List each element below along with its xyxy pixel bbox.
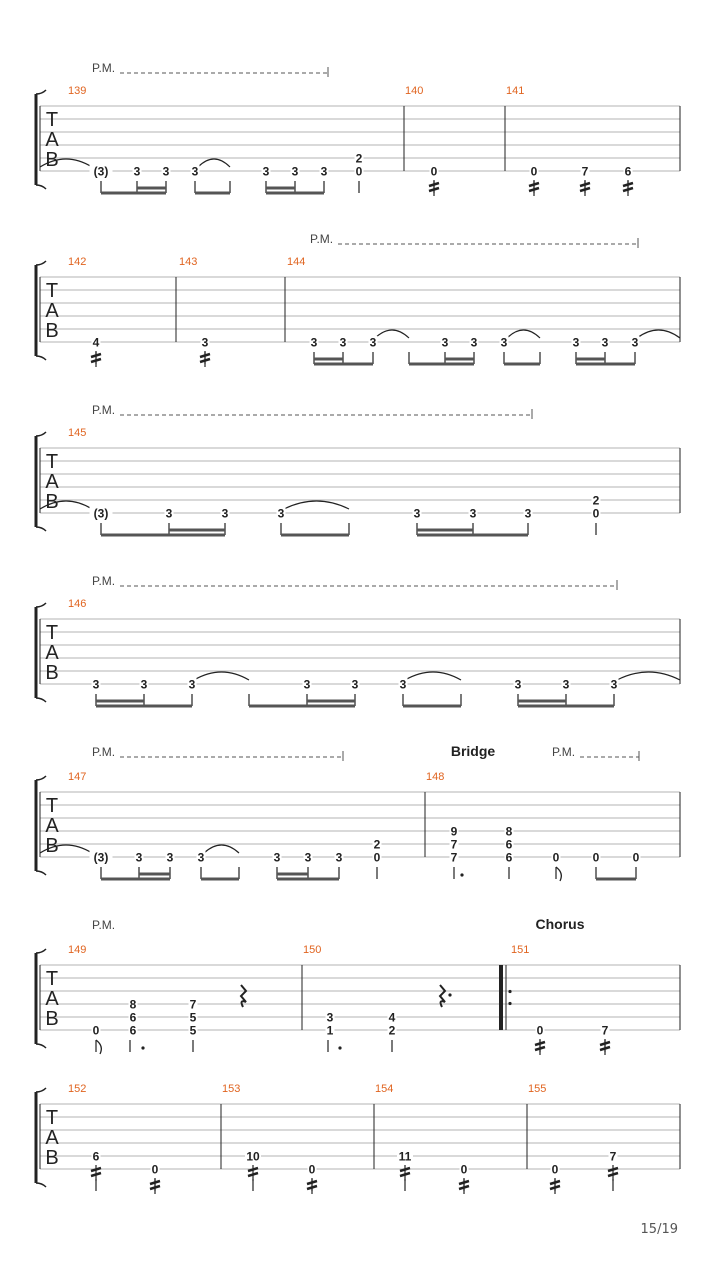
tie [617, 672, 680, 680]
beam [576, 363, 635, 366]
palm-mute-label: P.M. [92, 403, 116, 417]
fret-number: 7 [601, 1023, 609, 1038]
fret-number: 0 [592, 506, 600, 521]
tab-clef-b: B [45, 1147, 59, 1169]
beam [403, 705, 461, 708]
fret-number: 3 [188, 677, 196, 692]
fret-number: 3 [601, 335, 609, 350]
tab-system [36, 574, 680, 708]
tremolo-slash [91, 1168, 101, 1171]
tab-system [36, 1083, 680, 1194]
secondary-beam [445, 358, 474, 361]
beam [201, 878, 239, 881]
secondary-beam [277, 873, 308, 876]
bracket-bottom-hook [36, 356, 46, 360]
bracket-bottom-hook [36, 871, 46, 875]
palm-mute-label: P.M. [92, 918, 116, 932]
fret-number: 3 [562, 677, 570, 692]
beam [314, 363, 373, 366]
fret-number: 6 [129, 1023, 137, 1038]
fret-number: 0 [552, 850, 560, 865]
tremolo-slash [600, 1042, 610, 1045]
fret-number: 3 [310, 335, 318, 350]
fret-number: 0 [530, 164, 538, 179]
section-label: Chorus [535, 916, 585, 932]
fret-number: 3 [326, 1010, 334, 1025]
fret-number: 3 [201, 335, 209, 350]
tremolo-slash [307, 1186, 317, 1189]
fret-number: 3 [631, 335, 639, 350]
bracket-bottom-hook [36, 527, 46, 531]
secondary-beam [137, 187, 166, 190]
tab-clef-b: B [45, 1008, 59, 1030]
tremolo-slash [550, 1186, 560, 1189]
tremolo-slash [623, 183, 633, 186]
augmentation-dot [141, 1046, 144, 1049]
fret-number: 3 [399, 677, 407, 692]
secondary-beam [417, 529, 473, 532]
fret-number: 3 [303, 677, 311, 692]
page-number: 15/19 [640, 1222, 678, 1237]
bracket-top-hook [36, 432, 46, 436]
eighth-flag [556, 867, 561, 881]
tremolo-slash [307, 1181, 317, 1184]
fret-number: 2 [373, 837, 381, 852]
fret-number: 8 [129, 997, 137, 1012]
tremolo-slash [429, 188, 439, 191]
fret-number: 3 [165, 506, 173, 521]
beam [101, 878, 170, 881]
tie [204, 845, 239, 853]
fret-number: 5 [189, 1010, 197, 1025]
beam [195, 192, 230, 195]
tab-clef-b: B [45, 320, 59, 342]
beam [249, 705, 355, 708]
tie [375, 330, 409, 338]
bracket-bottom-hook [36, 698, 46, 702]
fret-number: 3 [335, 850, 343, 865]
tremolo-slash [248, 1168, 258, 1171]
fret-number: 3 [441, 335, 449, 350]
tab-clef-t: T [45, 968, 59, 990]
measure-number: 149 [68, 944, 87, 956]
tremolo-slash [150, 1181, 160, 1184]
fret-number: 3 [470, 335, 478, 350]
fret-number: 0 [632, 850, 640, 865]
fret-number: 3 [610, 677, 618, 692]
tab-clef-b: B [45, 662, 59, 684]
palm-mute-label: P.M. [552, 745, 576, 759]
tab-clef-a: A [45, 471, 59, 493]
measure-number: 143 [179, 256, 198, 268]
fret-number: 5 [189, 1023, 197, 1038]
beam [101, 534, 225, 537]
tab-system [36, 61, 680, 196]
bracket-top-hook [36, 776, 46, 780]
fret-number: 0 [460, 1162, 468, 1177]
measure-number: 140 [405, 85, 424, 97]
beam [518, 705, 614, 708]
tab-clef-t: T [45, 280, 59, 302]
fret-number: 0 [151, 1162, 159, 1177]
fret-number: 3 [262, 164, 270, 179]
secondary-beam [314, 358, 343, 361]
tab-system [36, 743, 680, 881]
fret-number: 7 [609, 1149, 617, 1164]
fret-number: 3 [133, 164, 141, 179]
tremolo-slash [200, 359, 210, 362]
beam [101, 192, 166, 195]
beam [96, 705, 192, 708]
bracket-top-hook [36, 90, 46, 94]
fret-number: 3 [277, 506, 285, 521]
tremolo-slash [623, 188, 633, 191]
secondary-beam [169, 529, 225, 532]
tremolo-slash [608, 1168, 618, 1171]
fret-number: 3 [304, 850, 312, 865]
fret-number: 0 [430, 164, 438, 179]
tab-clef-b: B [45, 835, 59, 857]
tremolo-slash [600, 1047, 610, 1050]
tremolo-slash [150, 1186, 160, 1189]
measure-number: 154 [375, 1083, 394, 1095]
tie [405, 672, 461, 680]
fret-number: 0 [373, 850, 381, 865]
tab-clef-t: T [45, 451, 59, 473]
fret-number: 6 [92, 1149, 100, 1164]
fret-number: 3 [166, 850, 174, 865]
measure-number: 141 [506, 85, 525, 97]
tie [284, 501, 349, 509]
beam [417, 534, 528, 537]
fret-number: 7 [189, 997, 197, 1012]
tab-clef-a: A [45, 988, 59, 1010]
secondary-beam [96, 700, 144, 703]
fret-number: 6 [624, 164, 632, 179]
beam [409, 363, 474, 366]
tab-clef-a: A [45, 815, 59, 837]
fret-number: (3) [93, 506, 109, 521]
secondary-beam [307, 700, 355, 703]
measure-number: 148 [426, 771, 445, 783]
tab-clef-a: A [45, 300, 59, 322]
fret-number: (3) [93, 850, 109, 865]
measure-number: 152 [68, 1083, 87, 1095]
tie [637, 330, 680, 338]
measure-number: 147 [68, 771, 87, 783]
fret-number: 3 [339, 335, 347, 350]
tab-clef-t: T [45, 1107, 59, 1129]
tremolo-slash [535, 1047, 545, 1050]
fret-number: 0 [355, 164, 363, 179]
bracket-top-hook [36, 261, 46, 265]
beam [277, 878, 339, 881]
repeat-dot [508, 990, 511, 993]
tremolo-slash [91, 359, 101, 362]
fret-number: 3 [514, 677, 522, 692]
tab-clef-a: A [45, 642, 59, 664]
fret-number: 0 [536, 1023, 544, 1038]
fret-number: 2 [388, 1023, 396, 1038]
bracket-bottom-hook [36, 1183, 46, 1187]
bracket-top-hook [36, 1088, 46, 1092]
fret-number: 3 [413, 506, 421, 521]
tab-clef-b: B [45, 491, 59, 513]
tab-system [36, 232, 680, 367]
fret-number: 3 [291, 164, 299, 179]
fret-number: 7 [450, 850, 458, 865]
fret-number: 4 [388, 1010, 396, 1025]
fret-number: 3 [135, 850, 143, 865]
fret-number: 7 [581, 164, 589, 179]
fret-number: 6 [129, 1010, 137, 1025]
measure-number: 142 [68, 256, 87, 268]
fret-number: 0 [551, 1162, 559, 1177]
tremolo-slash [529, 183, 539, 186]
measure-number: 153 [222, 1083, 241, 1095]
beam [281, 534, 349, 537]
tab-clef-t: T [45, 795, 59, 817]
tremolo-slash [580, 183, 590, 186]
bracket-top-hook [36, 949, 46, 953]
tremolo-slash [535, 1042, 545, 1045]
augmentation-dot [460, 873, 463, 876]
tremolo-slash [400, 1168, 410, 1171]
secondary-beam [266, 187, 295, 190]
measure-number: 146 [68, 598, 87, 610]
measure-number: 150 [303, 944, 322, 956]
section-label: Bridge [450, 743, 496, 759]
tab-clef-a: A [45, 1127, 59, 1149]
tremolo-slash [459, 1186, 469, 1189]
beam [266, 192, 324, 195]
beam [504, 363, 540, 366]
fret-number: 4 [92, 335, 100, 350]
fret-number: 3 [162, 164, 170, 179]
tie [198, 159, 230, 167]
palm-mute-label: P.M. [92, 745, 116, 759]
tremolo-slash [459, 1181, 469, 1184]
palm-mute-label: P.M. [92, 574, 116, 588]
fret-number: 3 [191, 164, 199, 179]
secondary-beam [518, 700, 566, 703]
fret-number: 11 [398, 1149, 412, 1164]
palm-mute-label: P.M. [310, 232, 334, 246]
measure-number: 151 [511, 944, 530, 956]
measure-number: 155 [528, 1083, 547, 1095]
tab-clef-t: T [45, 109, 59, 131]
fret-number: 0 [592, 850, 600, 865]
fret-number: 6 [505, 837, 513, 852]
fret-number: 8 [505, 824, 513, 839]
fret-number: 6 [505, 850, 513, 865]
fret-number: 3 [221, 506, 229, 521]
eighth-flag [96, 1040, 101, 1054]
fret-number: 3 [140, 677, 148, 692]
tremolo-slash [580, 188, 590, 191]
bracket-bottom-hook [36, 185, 46, 189]
augmentation-dot [338, 1046, 341, 1049]
tremolo-slash [550, 1181, 560, 1184]
beam [596, 878, 636, 881]
tremolo-slash [91, 1173, 101, 1176]
tremolo-slash [91, 354, 101, 357]
rest-dot [448, 993, 451, 996]
fret-number: 10 [246, 1149, 260, 1164]
fret-number: 3 [369, 335, 377, 350]
fret-number: 3 [572, 335, 580, 350]
bracket-bottom-hook [36, 1044, 46, 1048]
fret-number: 9 [450, 824, 458, 839]
fret-number: 7 [450, 837, 458, 852]
tremolo-slash [248, 1173, 258, 1176]
fret-number: 3 [273, 850, 281, 865]
fret-number: 3 [500, 335, 508, 350]
fret-number: 0 [308, 1162, 316, 1177]
fret-number: 3 [469, 506, 477, 521]
bracket-top-hook [36, 603, 46, 607]
tie [507, 330, 540, 338]
measure-number: 145 [68, 427, 87, 439]
measure-number: 139 [68, 85, 87, 97]
fret-number: 2 [355, 151, 363, 166]
tremolo-slash [400, 1173, 410, 1176]
fret-number: (3) [93, 164, 109, 179]
tie [194, 672, 249, 680]
fret-number: 1 [326, 1023, 334, 1038]
tremolo-slash [608, 1173, 618, 1176]
repeat-dot [508, 1002, 511, 1005]
fret-number: 3 [92, 677, 100, 692]
tremolo-slash [529, 188, 539, 191]
repeat-start-thick-bar [499, 965, 503, 1030]
tab-clef-t: T [45, 622, 59, 644]
tab-clef-a: A [45, 129, 59, 151]
fret-number: 3 [524, 506, 532, 521]
tremolo-slash [200, 354, 210, 357]
tab-system [36, 916, 680, 1055]
secondary-beam [576, 358, 605, 361]
tab-system [36, 403, 680, 537]
fret-number: 3 [320, 164, 328, 179]
tremolo-slash [429, 183, 439, 186]
fret-number: 3 [197, 850, 205, 865]
fret-number: 2 [592, 493, 600, 508]
fret-number: 0 [92, 1023, 100, 1038]
palm-mute-label: P.M. [92, 61, 116, 75]
tab-clef-b: B [45, 149, 59, 171]
measure-number: 144 [287, 256, 306, 268]
fret-number: 3 [351, 677, 359, 692]
secondary-beam [139, 873, 170, 876]
